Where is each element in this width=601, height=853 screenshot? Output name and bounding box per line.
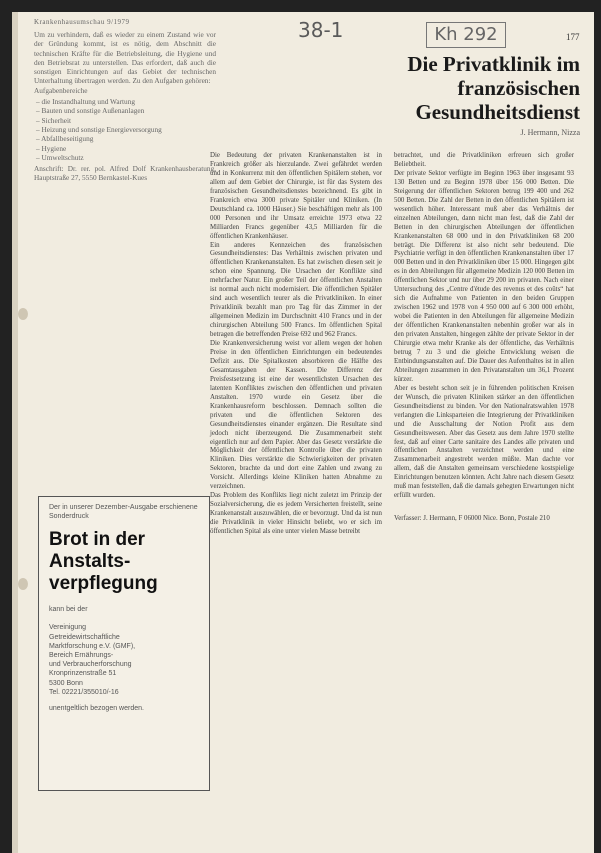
page-number: 177 — [566, 32, 580, 42]
list-item: – Hygiene — [44, 144, 216, 153]
left-intro: Um zu verhindern, daß es wieder zu einem Zustand wie vor der Gründung kommt, ist es nötig, dem Abschnitt die technischen Kräfte für die Betriebsleitung, die Hygiene und den Betriebsrat zu unterstellen. Das erfordert, daß auch die sonstigen Einrichtungen auf das Gebiet der technischen Unterhaltung übertragen werden. Zu den Aufgaben gehören: — [34, 30, 216, 86]
list-item: – Sicherheit — [44, 116, 216, 125]
advertisement-box — [38, 496, 210, 791]
punch-hole — [18, 578, 28, 590]
paragraph: betrachtet, und die Privatkliniken erfreuen sich großer Beliebtheit. — [394, 152, 574, 168]
paragraph: Der private Sektor verfügte im Beginn 1963 über insgesamt 93 130 Betten und zu Beginn 1978 über 156 000 Betten. Die Steigerung der öffentlichen Sektoren betrug 199 400 und 262 500 Betten. Die Zahl der Betten in den öffentlichen Spitälern ist wesentlich höher. Interessant muß aber das Verhältnis der einzelnen Abteilungen, dann nicht man fest, daß die Zahl der Betten in den chirurgischen Abteilungen der öffentlichen Krankenanstalten 68 000 und in den Privatkliniken 68 200 beträgt. Die Differenz ist also nicht sehr bedeutend. Die Psychiatrie verfügt in den öffentlichen Krankenanstalten über 17 000 Betten und in den Privatkliniken über 15 000. Hingegen gibt es in den Abteilungen für allgemeine Medizin 120 000 Betten im öffentlichen Sektor und nur über 29 200 im privaten. Nach einer Untersuchung des „Centre d'étude des revenus et des coûts“ hat sich die Aufnahme von Patienten in den beiden Gruppen zwischen 1962 und 1978 von 4 950 000 auf 6 300 000 erhöht, wobei die Patienten in den Abteilungen für allgemeine Medizin der öffentlichen Krankenanstalten nebenhin großer war als in den privaten Anstalten, hingegen zählte der private Sektor in der Chirurgie etwa mehr Kranke als der öffentliche, das Verhältnis betrug 7 zu 3 und die gleiche Entwicklung weisen die Entbindungsanstalten auf. Die Dauer des Aufenthaltes ist in allen Abteilungen zusammen in den Privatanstalten um 36,1 Prozent kürzer. — [394, 169, 574, 383]
ad-footer: unentgeltlich bezogen werden. — [49, 705, 144, 713]
article-title: Die Privatklinik im französischen Gesundheitsdienst — [407, 52, 580, 124]
article-author: J. Hermann, Nizza — [520, 128, 580, 137]
paragraph: Das Problem des Konflikts liegt nicht zuletzt im Prinzip der Sozialversicherung, die es jedem Versicherten freistellt, seine Krankenanstalt auszuwählen, die er bevorzugt. Und da ist nun die Privatklinik in vieler Hinsicht beliebt, wo er sich im öffentlichen Spital als eine unter vielen Masse betreibt — [210, 492, 382, 536]
list-item: – Abfallbeseitigung — [44, 134, 216, 143]
ad-intro: Der in unserer Dezember-Ausgabe erschienene Sonderdruck — [49, 504, 198, 520]
running-head: Krankenhausumschau 9/1979 — [34, 18, 130, 26]
left-subhead: Aufgabenbereiche — [34, 85, 88, 95]
paragraph: Ein anderes Kennzeichen des französischen Gesundheitsdienstes: Das Verhältnis zwischen privaten und öffentlichen Krankenanstalten. Es hat zwischen diesen seit je schon eine Spannung. Die Ursachen der Konflikte sind mehrfacher Natur. Ein großer Teil der öffentlichen Anstalten ist normal auch nicht modernisiert. Die öffentlichen Spitäler sind auch wesentlich teurer als die Privatkliniken. In einer Privatklinik bezahlt man pro Tag für das Zimmer in der allgemeinen Medizin im Durchschnitt 410 Francs und in der chirurgischen Abteilung 500 Francs. Im öffentlichen Spital betragen die betreffenden Preise 692 und 962 Francs. — [210, 241, 382, 339]
ad-title: Brot in der Anstalts- verpflegung — [49, 529, 158, 594]
paragraph: Die Bedeutung der privaten Krankenanstalten ist in Frankreich größer als hierzulande. Zwei gefährdet werden und in Konkurrenz mit den öffentlichen Spitälern stehen, vor allem auf dem Gebiet der Chirurgie, ist für das System des französischen Gesundheitsdienstes bezeichnend. Es gibt in Frankreich etwa 3000 private Spitäler und Kliniken. (In Deutschland ca. 1000 Häuser.) Sie beschäftigen mehr als 100 000 Personen und ihr Umsatz erreichte 1973 etwa 22 Milliarden Francs gegenüber 43,5 Milliarden für die öffentlichen Krankenhäuser. — [210, 152, 382, 240]
article-column-1 — [210, 152, 382, 537]
archive-stamp-box: Kh 292 — [426, 22, 506, 48]
handwritten-stamp: 38-1 — [298, 18, 344, 42]
author-address: Verfasser: J. Hermann, F 06000 Nice. Bonn, Postale 210 — [394, 515, 550, 523]
list-item: – Umweltschutz — [44, 153, 216, 162]
list-item: – Heizung und sonstige Energieversorgung — [44, 125, 216, 134]
document-page — [12, 12, 594, 853]
left-list — [34, 97, 216, 162]
paragraph: Die Krankenversicherung weist vor allem wegen der hohen Preise in den öffentlichen Einrichtungen ein bedeutendes Defizit aus. Die Spitalkosten absorbieren die Hälfte des Gesamtausgaben der Kassen. Die Differenz der Preisfestsetzung ist eine der wesentlichsten Ursachen des latenten Konfliktes zwischen den öffentlichen und privaten Anstalten. 1970 wurde ein Gesetz über die Krankenhausreform beschlossen. Demnach sollten die privaten und die öffentlichen Sektoren des Gesundheitsdienstes einander ergänzen. Die Resultate sind jedoch nicht überzeugend. Die Zusammenarbeit steht eigentlich nur auf dem Papier. Aber das Gesetz verstärkte die Möglichkeit der öffentlichen Kontrolle über die privaten Kliniken. Dies verstärkte die Schwierigkeiten der privaten Sektoren, brachte da und dort eine Zahlen und zwang zu Vorsicht. Allerdings kleine Kliniken hatten Abnahme zu verzeichnen. — [210, 340, 382, 491]
article-column-2 — [394, 152, 574, 524]
list-item: – Bauten und sonstige Außenanlagen — [44, 106, 216, 115]
left-column-text — [34, 30, 216, 183]
ad-body: kann bei der Vereinigung Getreidewirtschaftliche Marktforschung e.V. (GMF), Bereich Ernährungs- und Verbraucherforschung Kronprinzenstraße 51 5300 Bonn Tel. 02221/355010/-16 — [49, 606, 136, 696]
punch-hole — [18, 308, 28, 320]
left-address: Anschrift: Dr. rer. pol. Alfred Dolf Krankenhausberatung, Hauptstraße 27, 5550 Bernkastel-Kues — [34, 164, 216, 183]
list-item: – die Instandhaltung und Wartung — [44, 97, 216, 106]
binding-strip — [12, 12, 18, 853]
paragraph: Aber es besteht schon seit je in führenden politischen Kreisen der Wunsch, die privaten Kliniken stärker an den öffentlichen Gesundheitsdienst zu binden. Vor den Nationalratswahlen 1978 verlangten die Linksparteien die Integrierung der Privatkliniken und die Ausschaltung der Notion Profit aus dem Gesundheitswesen. Aber das Gesetz aus dem Jahre 1970 stellte fest, daß auf einer Carte sanitaire des Landes alle privaten und öffentlichen Anstalten verzeichnet werden und eine Zusammenarbeit angestrebt werden müßte. Man dachte vor allem, daß die Anstalten gemeinsam verschiedene kostspielige Einrichtungen benutzen könnten. Acht Jahre nach diesem Gesetz muß man feststellen, daß die damals gehegten Erwartungen nicht erfüllt wurden. — [394, 384, 574, 500]
